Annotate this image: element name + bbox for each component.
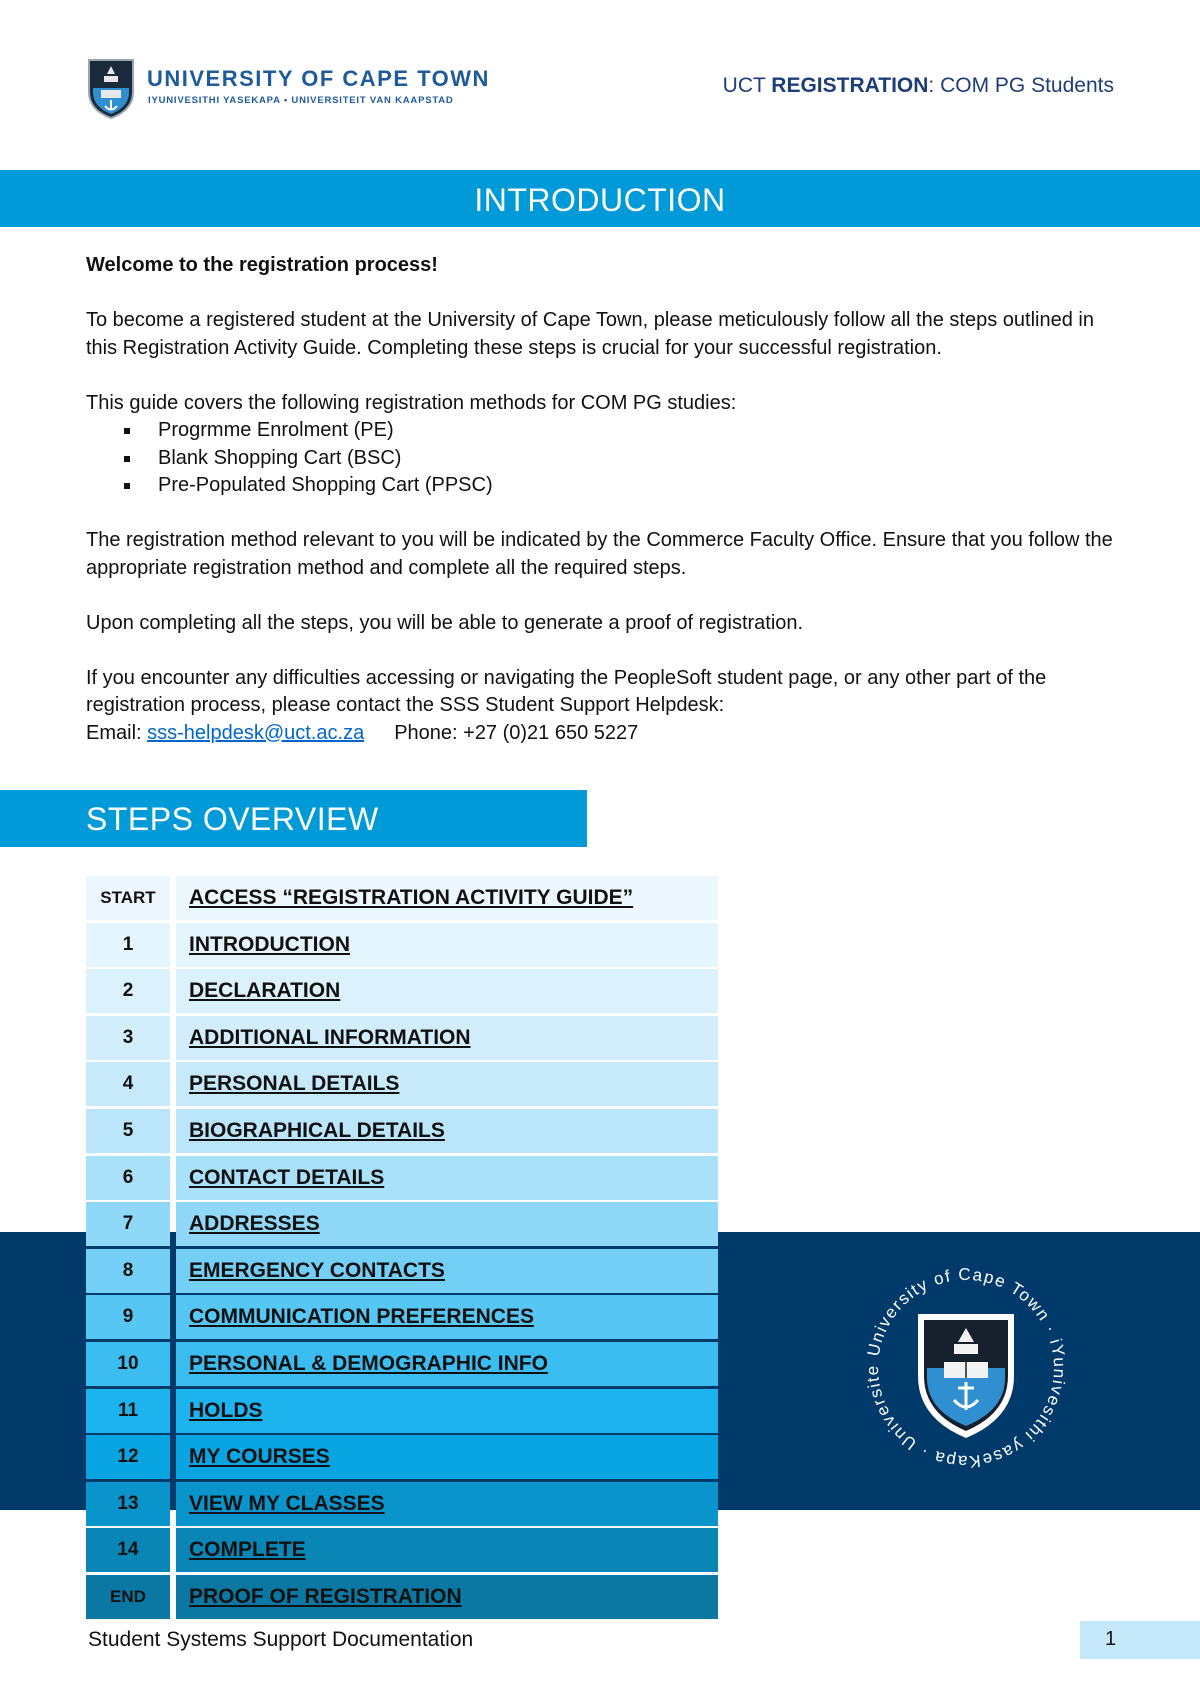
step-row-5[interactable]: [86, 1109, 718, 1153]
doc-tag-suffix: : COM PG Students: [928, 74, 1114, 97]
step-row-10[interactable]: [86, 1342, 718, 1386]
step-row-13[interactable]: [86, 1482, 718, 1526]
step-number: 1: [86, 923, 170, 967]
step-link[interactable]: PERSONAL & DEMOGRAPHIC INFO: [176, 1342, 718, 1386]
step-number: 12: [86, 1435, 170, 1479]
footer-text: Student Systems Support Documentation: [88, 1628, 474, 1651]
helpdesk-email-link[interactable]: sss-helpdesk@uct.ac.za: [147, 721, 365, 744]
step-row-6[interactable]: [86, 1156, 718, 1200]
intro-paragraph-4: Upon completing all the steps, you will be able to generate a proof of registration.: [86, 611, 804, 634]
step-link[interactable]: DECLARATION: [176, 969, 718, 1013]
step-number: 2: [86, 969, 170, 1013]
step-row-4[interactable]: [86, 1062, 718, 1106]
document-tag: [723, 74, 1114, 98]
step-row-11[interactable]: [86, 1389, 718, 1433]
steps-overview-heading: STEPS OVERVIEW: [86, 801, 379, 837]
step-number: 13: [86, 1482, 170, 1526]
email-label: Email:: [86, 721, 148, 744]
step-link[interactable]: BIOGRAPHICAL DETAILS: [176, 1109, 718, 1153]
step-number: START: [86, 876, 170, 920]
steps-table: [86, 876, 718, 1622]
doc-tag-prefix: UCT: [722, 74, 772, 97]
step-row-12[interactable]: [86, 1435, 718, 1479]
step-row-7[interactable]: [86, 1202, 718, 1246]
step-row-3[interactable]: [86, 1016, 718, 1060]
step-row-2[interactable]: [86, 969, 718, 1013]
methods-list: [86, 417, 1126, 500]
page-number: 1: [1105, 1628, 1117, 1650]
step-number: 8: [86, 1249, 170, 1293]
step-row-14[interactable]: [86, 1528, 718, 1572]
step-link[interactable]: CONTACT DETAILS: [176, 1156, 718, 1200]
step-number: 11: [86, 1389, 170, 1433]
intro-paragraph-5: If you encounter any difficulties accessing or navigating the PeopleSoft student page, or any other part of the registration process, please contact the SSS Student Support Helpdesk:: [86, 666, 1047, 716]
step-link[interactable]: EMERGENCY CONTACTS: [176, 1249, 718, 1293]
introduction-content: [86, 252, 1126, 747]
step-link[interactable]: VIEW MY CLASSES: [176, 1482, 718, 1526]
step-row-9[interactable]: [86, 1295, 718, 1339]
uct-logo: [86, 58, 490, 120]
step-number: 7: [86, 1202, 170, 1246]
step-number: 9: [86, 1295, 170, 1339]
step-number: 10: [86, 1342, 170, 1386]
university-name: UNIVERSITY OF CAPE TOWN: [147, 66, 490, 91]
step-link[interactable]: PROOF OF REGISTRATION: [176, 1575, 718, 1619]
step-row-1[interactable]: [86, 923, 718, 967]
step-row-8[interactable]: [86, 1249, 718, 1293]
step-link[interactable]: INTRODUCTION: [176, 923, 718, 967]
steps-overview-banner: [0, 790, 587, 847]
step-link[interactable]: PERSONAL DETAILS: [176, 1062, 718, 1106]
university-subtitle: IYUNIVESITHI YASEKAPA • UNIVERSITEIT VAN KAAPSTAD: [148, 95, 454, 106]
uct-seal-icon: [856, 1258, 1076, 1478]
step-number: 3: [86, 1016, 170, 1060]
step-link[interactable]: ADDRESSES: [176, 1202, 718, 1246]
list-item: Blank Shopping Cart (BSC): [158, 445, 1126, 473]
list-item: Progrmme Enrolment (PE): [158, 417, 1126, 445]
intro-paragraph-3: The registration method relevant to you will be indicated by the Commerce Faculty Office. Ensure that you follow the appropriate registration method and complete all the required steps.: [86, 529, 1113, 579]
step-row-end[interactable]: [86, 1575, 718, 1619]
step-link[interactable]: HOLDS: [176, 1389, 718, 1433]
list-item: Pre-Populated Shopping Cart (PPSC): [158, 472, 1126, 500]
contact-line: [86, 720, 1126, 748]
introduction-heading: INTRODUCTION: [474, 182, 726, 218]
step-number: 5: [86, 1109, 170, 1153]
page-number-box: [1080, 1621, 1200, 1659]
step-link[interactable]: ADDITIONAL INFORMATION: [176, 1016, 718, 1060]
intro-paragraph-1: To become a registered student at the University of Cape Town, please meticulously follow all the steps outlined in this Registration Activity Guide. Completing these steps is crucial for your successful registration.: [86, 309, 1094, 359]
step-number: END: [86, 1575, 170, 1619]
introduction-banner: [0, 170, 1200, 227]
doc-tag-bold: REGISTRATION: [771, 74, 929, 97]
step-link[interactable]: MY COURSES: [176, 1435, 718, 1479]
uct-crest-icon: [86, 58, 136, 120]
step-link[interactable]: COMPLETE: [176, 1528, 718, 1572]
step-number: 14: [86, 1528, 170, 1572]
welcome-text: Welcome to the registration process!: [86, 254, 438, 276]
step-number: 6: [86, 1156, 170, 1200]
step-link[interactable]: ACCESS “REGISTRATION ACTIVITY GUIDE”: [176, 876, 718, 920]
step-row-start[interactable]: [86, 876, 718, 920]
step-number: 4: [86, 1062, 170, 1106]
helpdesk-phone: Phone: +27 (0)21 650 5227: [394, 721, 639, 744]
svg-text:University of Cape Town · iYun: University of Cape Town · iYunivesithi yaseKapa · Universite: [862, 1264, 1070, 1472]
intro-paragraph-2: This guide covers the following registration methods for COM PG studies:: [86, 391, 737, 414]
step-link[interactable]: COMMUNICATION PREFERENCES: [176, 1295, 718, 1339]
